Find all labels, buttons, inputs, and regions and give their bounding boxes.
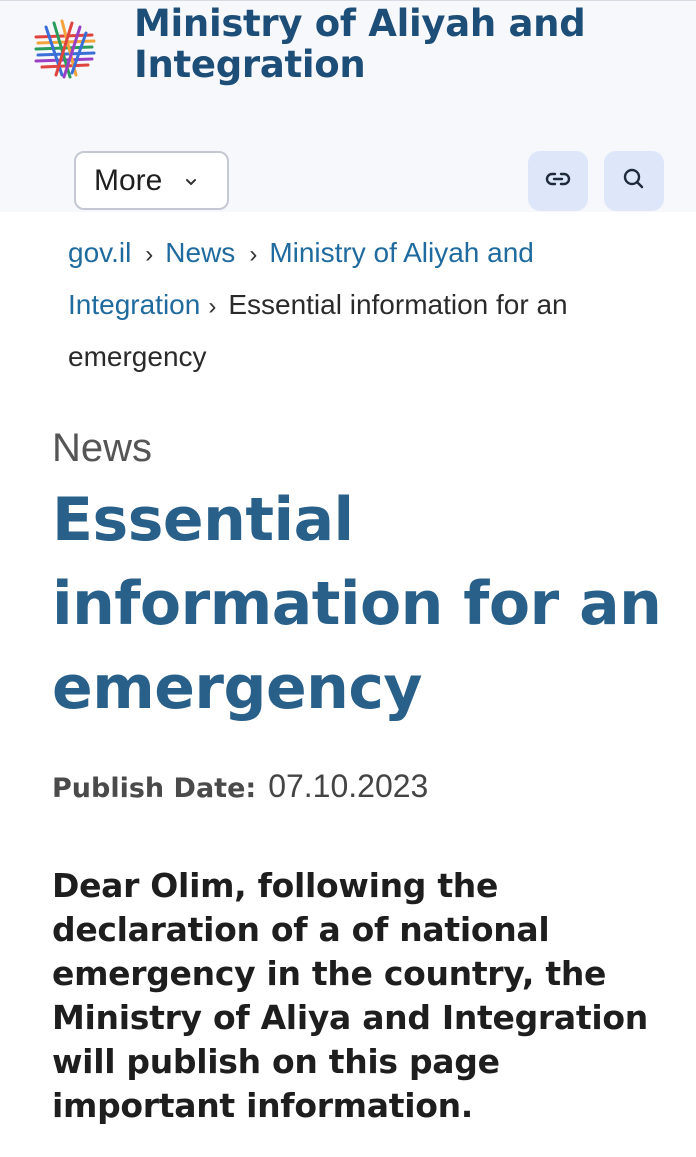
- page-title: Essential information for an emergency: [52, 485, 662, 723]
- ministry-name[interactable]: Ministry of Aliyah and Integration: [134, 2, 586, 86]
- breadcrumb-link-ministry[interactable]: Ministry of Aliyah and Integration: [68, 237, 534, 320]
- publish-date-value: 07.10.2023: [268, 768, 429, 804]
- link-icon: [544, 165, 572, 197]
- breadcrumb-current: Essential information for an emergency: [68, 289, 568, 372]
- chevron-down-icon: [184, 174, 198, 188]
- site-header: [0, 0, 696, 212]
- ministry-logo-icon[interactable]: [32, 15, 98, 83]
- breadcrumb-link-news[interactable]: News: [165, 237, 236, 268]
- article-intro: Dear Olim, following the declaration of a of national emergency in the country, the Ministry of Aliya and Integration will publish on this page important information.: [52, 866, 648, 1125]
- breadcrumb-separator-icon: ›: [249, 241, 258, 268]
- copy-link-button[interactable]: [528, 151, 588, 211]
- breadcrumb-separator-icon: ›: [145, 241, 154, 268]
- search-icon: [621, 166, 647, 196]
- publish-date-label: Publish Date:: [52, 773, 257, 804]
- more-label: More: [94, 163, 163, 197]
- breadcrumb-link-govil[interactable]: gov.il: [68, 237, 132, 268]
- section-label: News: [52, 426, 153, 470]
- more-menu-button[interactable]: [74, 151, 229, 210]
- breadcrumb: [68, 228, 668, 382]
- breadcrumb-separator-icon: ›: [208, 293, 217, 320]
- publish-date-row: [52, 768, 428, 805]
- search-button[interactable]: [604, 151, 664, 211]
